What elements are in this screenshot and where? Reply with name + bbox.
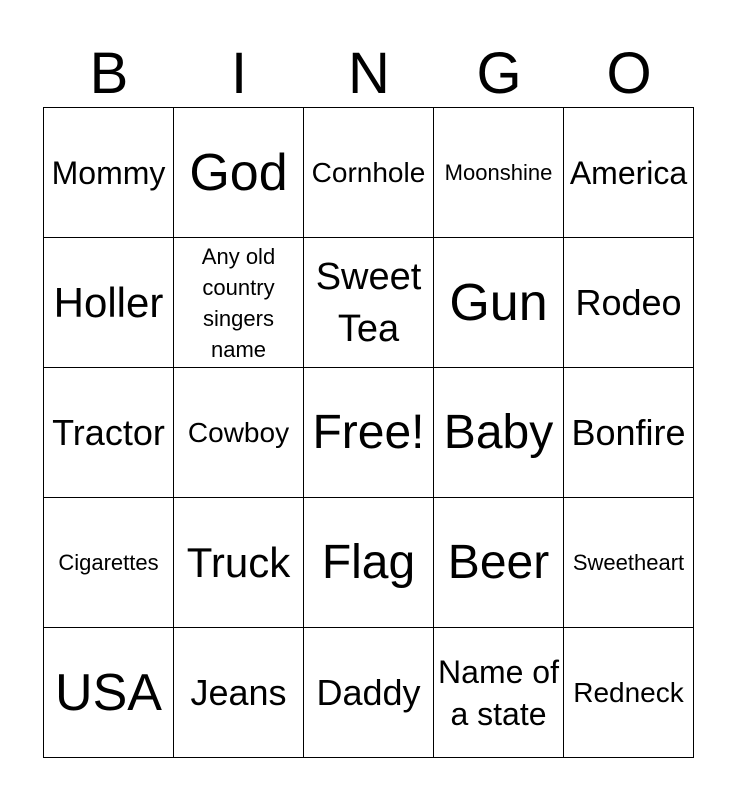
cell-label: Holler: [53, 278, 164, 326]
bingo-cell[interactable]: [434, 628, 564, 758]
bingo-cell[interactable]: [434, 238, 564, 368]
bingo-cell[interactable]: [174, 238, 304, 368]
bingo-header: [44, 40, 694, 108]
cell-label: Jeans: [190, 671, 287, 713]
bingo-cell[interactable]: [304, 498, 434, 628]
cell-label: Baby: [443, 405, 554, 459]
header-letter-o: O: [606, 41, 652, 106]
cell-label: Any old country singers name: [201, 243, 276, 362]
bingo-cell[interactable]: [174, 368, 304, 498]
cell-label: USA: [55, 663, 162, 722]
cell-label: Sweet Tea: [315, 255, 422, 350]
header-letter-b: B: [89, 41, 129, 106]
cell-label: Cigarettes: [58, 549, 159, 575]
cell-label: Mommy: [51, 154, 166, 191]
bingo-cell[interactable]: [304, 238, 434, 368]
bingo-cell[interactable]: [434, 498, 564, 628]
header-letter-n: N: [348, 41, 390, 106]
cell-label: Bonfire: [571, 411, 686, 453]
cell-label: Daddy: [316, 671, 421, 713]
bingo-cell[interactable]: [174, 628, 304, 758]
bingo-cell[interactable]: [564, 108, 694, 238]
bingo-cell[interactable]: [304, 108, 434, 238]
bingo-cell[interactable]: [44, 108, 174, 238]
bingo-cell[interactable]: [174, 108, 304, 238]
bingo-cell[interactable]: [564, 628, 694, 758]
bingo-cell[interactable]: [304, 628, 434, 758]
bingo-cell[interactable]: [44, 498, 174, 628]
bingo-card-grid: [43, 107, 694, 758]
cell-label: God: [189, 143, 288, 202]
cell-label: Rodeo: [575, 281, 682, 323]
cell-label: Moonshine: [444, 159, 553, 185]
cell-label: Flag: [321, 535, 416, 589]
bingo-cell[interactable]: [44, 628, 174, 758]
bingo-cell[interactable]: [564, 368, 694, 498]
cell-label: Sweetheart: [572, 549, 685, 575]
cell-label: Cornhole: [311, 156, 426, 188]
cell-label: Free!: [312, 405, 425, 459]
cell-label: Tractor: [52, 411, 165, 453]
bingo-cell[interactable]: [44, 368, 174, 498]
cell-label: Cowboy: [187, 416, 290, 448]
header-letter-i: I: [230, 41, 248, 106]
cell-label: America: [569, 154, 688, 191]
cell-label: Truck: [186, 538, 291, 586]
cell-label: Gun: [449, 273, 548, 332]
header-letter-g: G: [476, 41, 522, 106]
cell-label: Redneck: [573, 676, 684, 708]
bingo-cell[interactable]: [564, 238, 694, 368]
bingo-cell[interactable]: [44, 238, 174, 368]
cell-label: Beer: [447, 535, 550, 589]
bingo-cell[interactable]: [174, 498, 304, 628]
bingo-cell[interactable]: [434, 368, 564, 498]
bingo-cell[interactable]: [304, 368, 434, 498]
cell-label: Name of a state: [438, 653, 559, 732]
bingo-cell[interactable]: [564, 498, 694, 628]
bingo-cell[interactable]: [434, 108, 564, 238]
